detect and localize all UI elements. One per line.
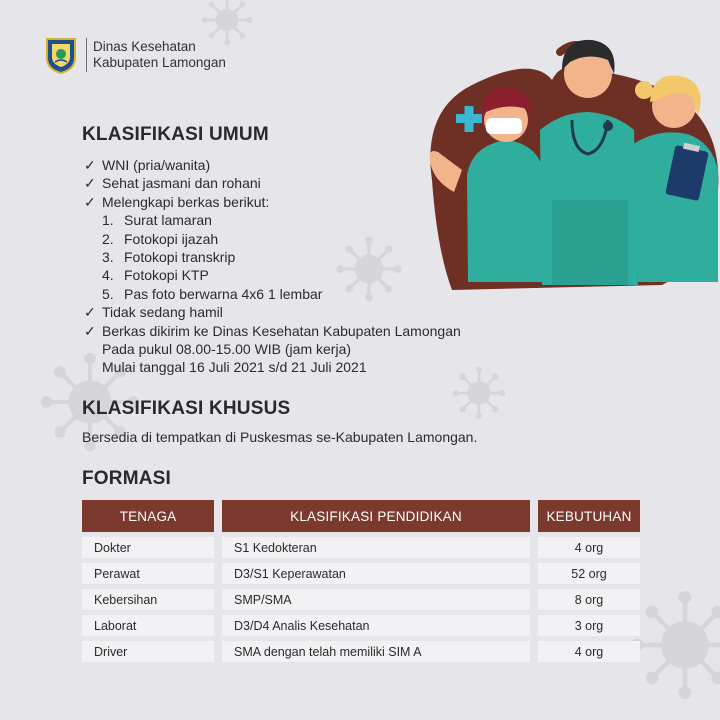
klasifikasi-umum-list: [84, 156, 461, 377]
list-item: ✓ Berkas dikirim ke Dinas Kesehatan Kabupaten Lamongan: [84, 322, 461, 339]
berkas-item: 2. Fotokopi ijazah: [102, 230, 219, 247]
table-cell-tenaga: Driver: [82, 641, 214, 662]
table-cell-pendidikan: D3/S1 Keperawatan: [222, 563, 530, 584]
table-header-kebutuhan: KEBUTUHAN: [538, 500, 640, 532]
klasifikasi-khusus-title: KLASIFIKASI KHUSUS: [82, 398, 291, 419]
table-cell-kebutuhan: 4 org: [538, 641, 640, 662]
table-cell-pendidikan: D3/D4 Analis Kesehatan: [222, 615, 530, 636]
check-icon: ✓: [84, 157, 96, 173]
list-item: ✓ Tidak sedang hamil: [84, 304, 223, 321]
lamongan-logo-icon: [44, 36, 78, 74]
organization-name: [93, 39, 226, 71]
table-cell-pendidikan: SMP/SMA: [222, 589, 530, 610]
formasi-title: FORMASI: [82, 468, 172, 489]
check-icon: ✓: [84, 175, 96, 192]
klasifikasi-umum-title: KLASIFIKASI UMUM: [82, 124, 269, 145]
table-cell-kebutuhan: 4 org: [538, 537, 640, 558]
check-icon: ✓: [84, 322, 96, 339]
berkas-item: 1. Surat lamaran: [102, 212, 212, 229]
header-divider: [86, 38, 87, 72]
check-icon: ✓: [84, 304, 96, 321]
table-cell-kebutuhan: 3 org: [538, 615, 640, 636]
table-cell-kebutuhan: 8 org: [538, 589, 640, 610]
header: [44, 36, 226, 74]
check-icon: ✓: [84, 193, 96, 210]
list-item: ✓ Sehat jasmani dan rohani: [84, 175, 261, 192]
table-cell-tenaga: Kebersihan: [82, 589, 214, 610]
berkas-item: 3. Fotokopi transkrip: [102, 249, 236, 266]
table-header-pendidikan: KLASIFIKASI PENDIDIKAN: [222, 500, 530, 532]
berkas-item: 5. Pas foto berwarna 4x6 1 lembar: [102, 285, 323, 302]
table-cell-pendidikan: SMA dengan telah memiliki SIM A: [222, 641, 530, 662]
virus-decoration-icon: [630, 590, 720, 700]
table-header-tenaga: TENAGA: [82, 500, 214, 532]
berkas-item: 4. Fotokopi KTP: [102, 267, 209, 284]
klasifikasi-khusus-text: Bersedia di tempatkan di Puskesmas se-Kabupaten Lamongan.: [82, 429, 478, 445]
table-cell-pendidikan: S1 Kedokteran: [222, 537, 530, 558]
org-line-2: Kabupaten Lamongan: [93, 55, 226, 70]
list-continuation: Pada pukul 08.00-15.00 WIB (jam kerja): [102, 341, 352, 358]
list-item: ✓ Melengkapi berkas berikut:: [84, 193, 270, 210]
table-cell-tenaga: Laborat: [82, 615, 214, 636]
table-cell-tenaga: Perawat: [82, 563, 214, 584]
table-cell-kebutuhan: 52 org: [538, 563, 640, 584]
org-line-1: Dinas Kesehatan: [93, 39, 196, 54]
table-cell-tenaga: Dokter: [82, 537, 214, 558]
list-item: ✓ WNI (pria/wanita): [84, 157, 211, 173]
list-continuation: Mulai tanggal 16 Juli 2021 s/d 21 Juli 2021: [102, 359, 367, 376]
